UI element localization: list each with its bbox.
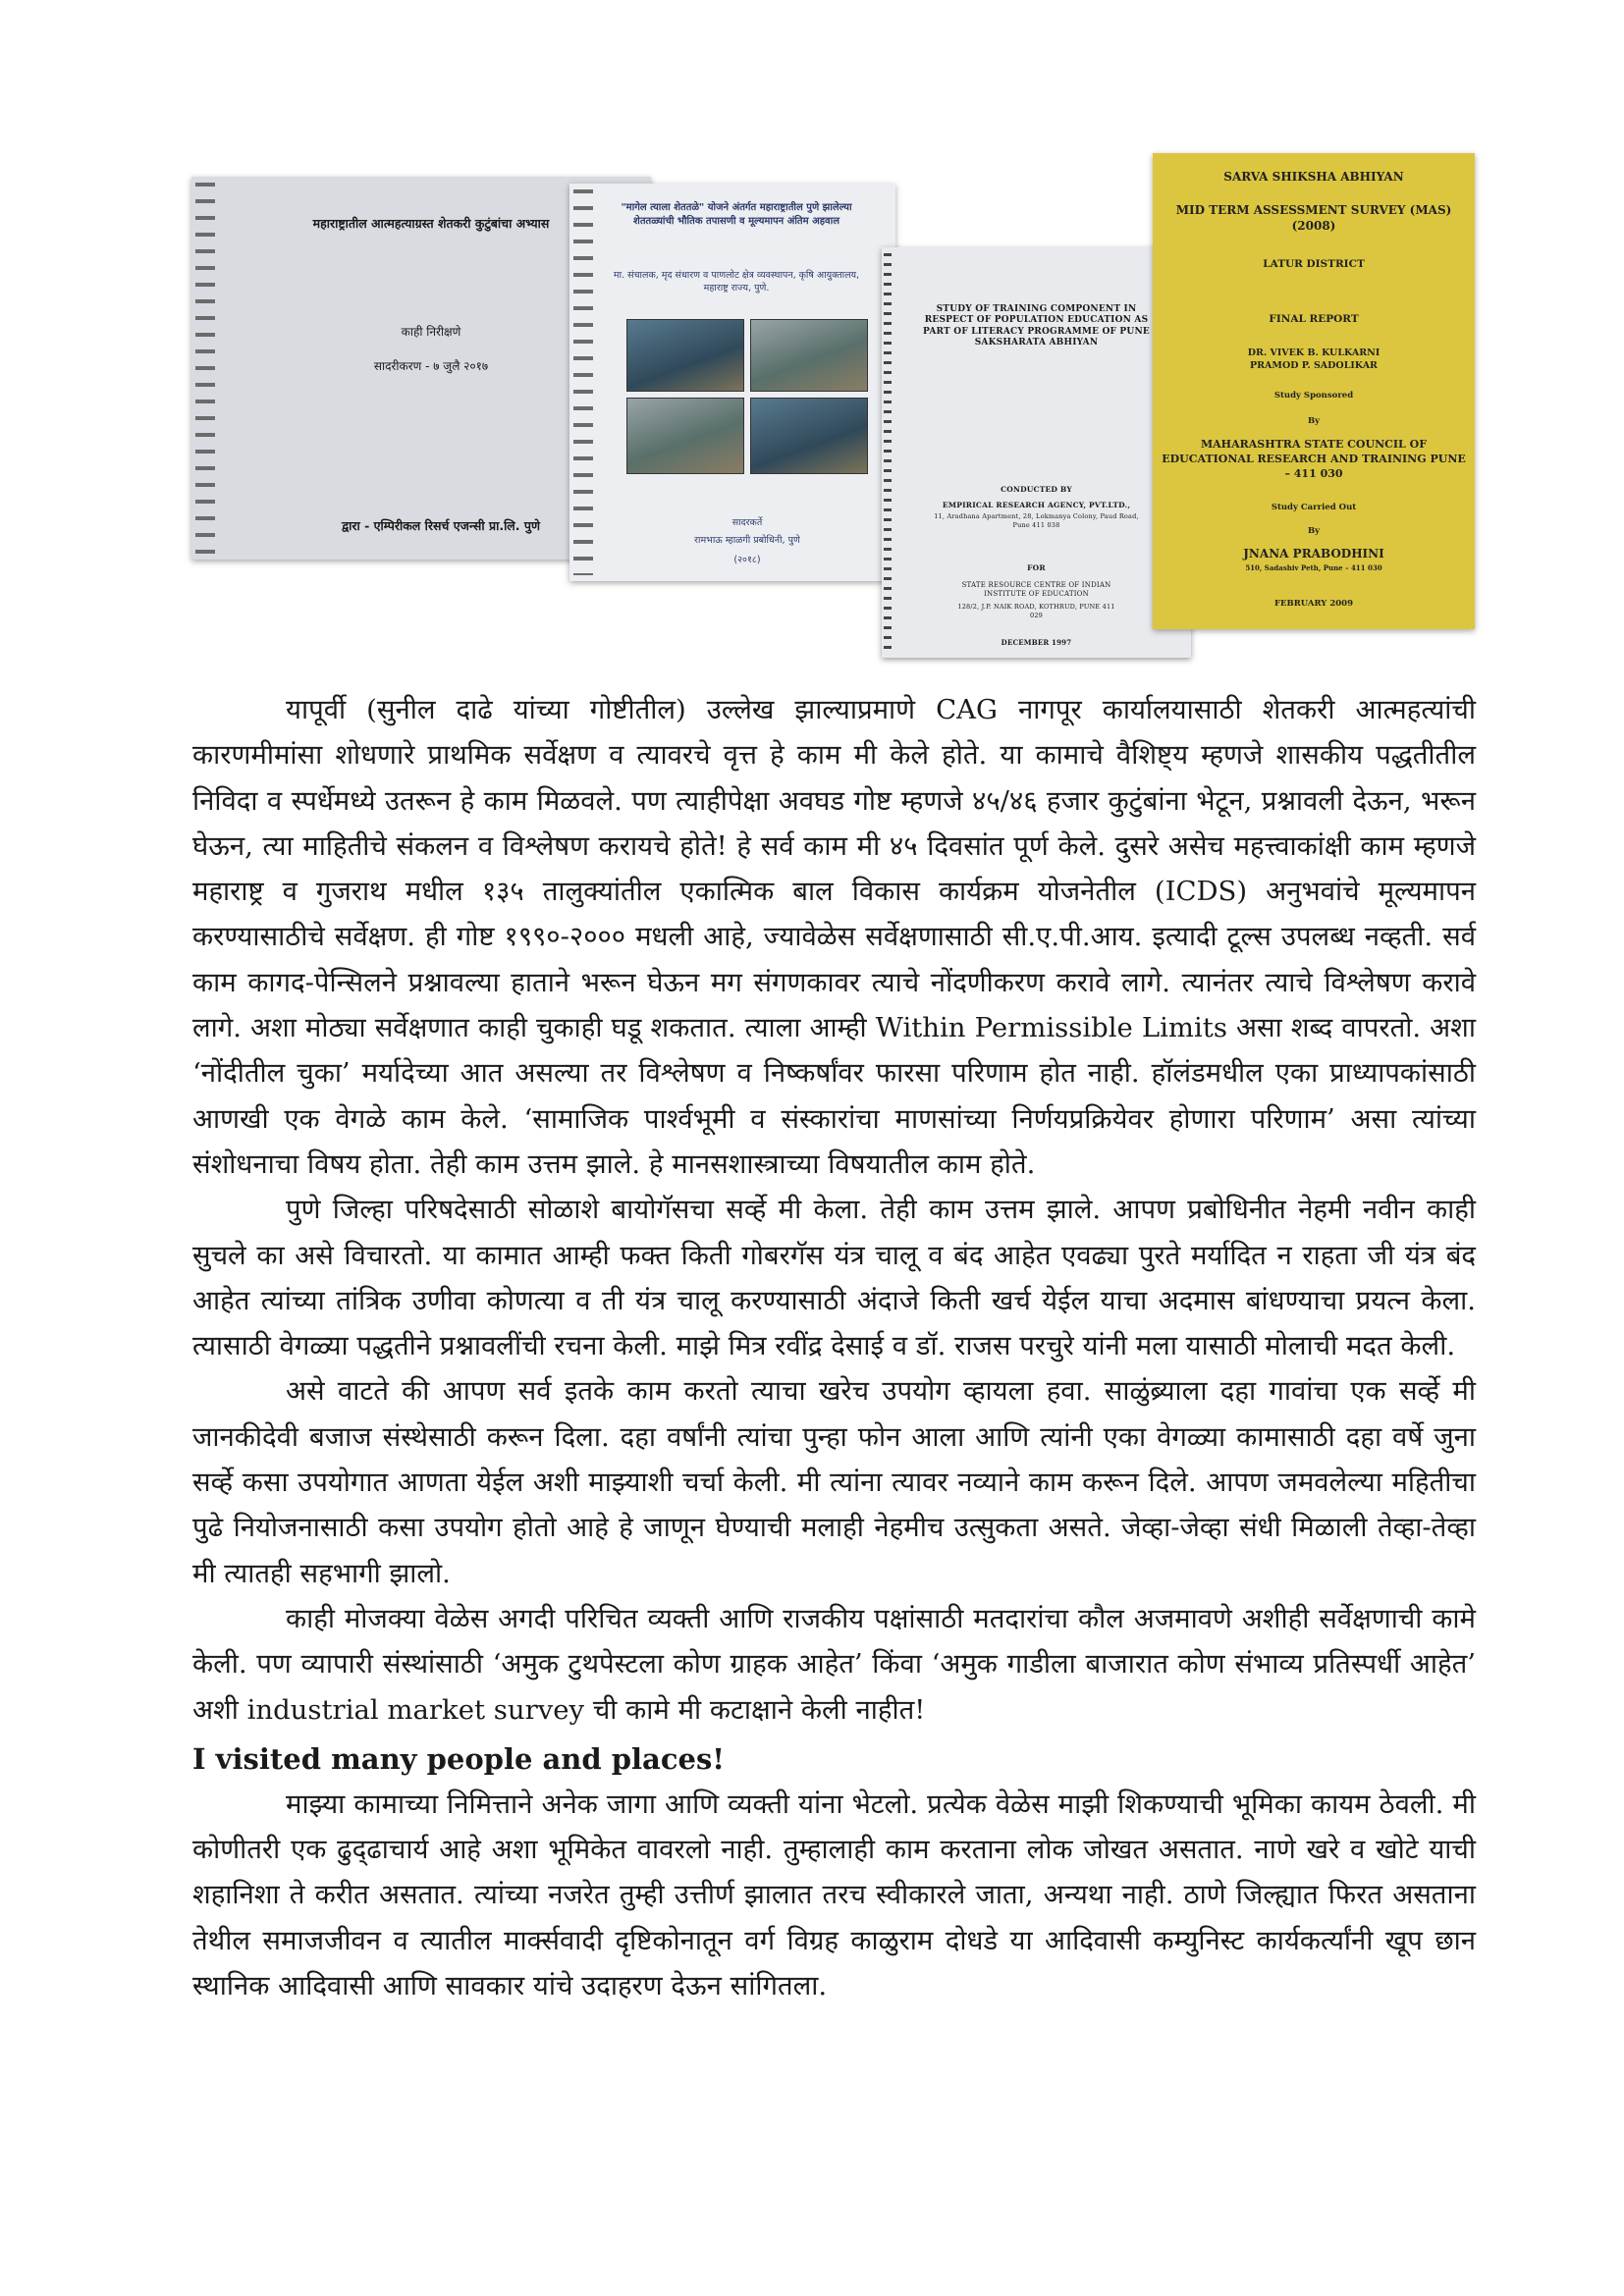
conducted-by-label: CONDUCTED BY [1001, 485, 1072, 494]
report-authors: DR. VIVEK B. KULKARNI PRAMOD P. SADOLIKAR [1247, 347, 1380, 371]
cover-date: FEBRUARY 2009 [1274, 599, 1353, 609]
report-cover-farm-ponds [569, 184, 895, 581]
by-label: By [1307, 416, 1321, 426]
presenter-label: सादरकर्ते [731, 517, 763, 528]
paragraph: यापूर्वी (सुनील दाढे यांच्या गोष्टीतील) उल्लेख झाल्याप्रमाणे CAG नागपूर कार्यालयासाठी शेतकरी आत्महत्यांची कारणमीमांसा शोधणारे प्राथमिक सर्वेक्षण व त्यावरचे वृत्त हे काम मी केले होते. या कामाचे वैशिष्ट्य म्हणजे शासकीय पद्धतीतील निविदा व स्पर्धेमध्ये उतरून हे काम मिळवले. पण त्याहीपेक्षा अवघड गोष्ट म्हणजे ४५/४६ हजार कुटुंबांना भेटून, प्रश्नावली देऊन, भरून घेऊन, त्या माहितीचे संकलन व विश्लेषण करायचे होते! हे सर्व काम मी ४५ दिवसांत पूर्ण केले. दुसरे असेच महत्त्वाकांक्षी काम म्हणजे महाराष्ट्र व गुजराथ मधील १३५ तालुक्यांतील एकात्मिक बाल विकास कार्यक्रम योजनेतील (ICDS) अनुभवांचे मूल्यमापन करण्यासाठीचे सर्वेक्षण. ही गोष्ट १९९०-२००० मधली आहे, ज्यावेळेस सर्वेक्षणासाठी सी.ए.पी.आय. इत्यादी टूल्स उपलब्ध नव्हती. सर्व काम कागद-पेन्सिलने प्रश्नावल्या हाताने भरून घेऊन मग संगणकावर त्याचे नोंदणीकरण करावे लागे. त्यानंतर त्याचे विश्लेषण करावे लागे. अशा मोठ्या सर्वेक्षणात काही चुकाही घडू शकतात. त्याला आम्ही Within Permissible Limits असा शब्द वापरतो. अशा ‘नोंदीतील चुका’ मर्यादेच्या आत असल्या तर विश्लेषण व निष्कर्षांवर फारसा परिणाम होत नाही. हॉलंडमधील एका प्राध्यापकांसाठी आणखी एक वेगळे काम केले. ‘सामाजिक पार्श्वभूमी व संस्कारांचा माणसांच्या निर्णयप्रक्रियेवर होणारा परिणाम’ असा त्यांच्या संशोधनाचा विषय होता. तेही काम उत्तम झाले. हे मानसशास्त्राच्या विषयातील काम होते. [192, 694, 1476, 1180]
pond-photo [626, 319, 744, 392]
client-address: 128/2, J.P. NAIK ROAD, KOTHRUD, PUNE 411 029 [957, 603, 1115, 619]
cover-date: सादरीकरण - ७ जुलै २०१७ [373, 359, 489, 373]
survey-name: MID TERM ASSESSMENT SURVEY (MAS) (2008) [1175, 203, 1452, 234]
agency-address: 11, Aradhana Apartment, 28, Lokmanya Colony, Paud Road, Pune 411 038 [934, 512, 1139, 529]
cover-subtitle: काही निरीक्षणे [401, 325, 461, 339]
for-label: FOR [1027, 563, 1046, 572]
organisation-name: JNANA PRABODHINI [1243, 547, 1384, 561]
carried-out-label: Study Carried Out [1271, 503, 1357, 512]
cover-title: महाराष्ट्रातील आत्महत्याग्रस्त शेतकरी कुटुंबांचा अभ्यास [312, 216, 550, 231]
district-name: LATUR DISTRICT [1263, 258, 1365, 270]
sponsored-label: Study Sponsored [1273, 391, 1354, 400]
agency-name: EMPIRICAL RESEARCH AGENCY, PVT.LTD., [942, 501, 1131, 509]
presenter-name: रामभाऊ म्हाळगी प्रबोधिनी, पुणे [694, 535, 800, 546]
client-name: STATE RESOURCE CENTRE OF INDIAN INSTITUTE OF EDUCATION [961, 581, 1111, 599]
section-heading: I visited many people and places! [192, 1741, 726, 1776]
cover-footer: द्वारा - एम्पिरीकल रिसर्च एजन्सी प्रा.लि. पुणे [341, 518, 541, 533]
paragraph: माझ्या कामाच्या निमित्ताने अनेक जागा आणि व्यक्ती यांना भेटलो. प्रत्येक वेळेस माझी शिकण्याची भूमिका कायम ठेवली. मी कोणीतरी एक ढुद्ढाचार्य आहे अशा भूमिकेत वावरलो नाही. तुम्हालाही काम करताना लोक जोखत असतात. नाणे खरे व खोटे याची शहानिशा ते करीत असतात. त्यांच्या नजरेत तुम्ही उत्तीर्ण झालात तरच स्वीकारले जाता, अन्यथा नाही. ठाणे जिल्ह्यात फिरत असताना तेथील समाजजीवन व त्यातील मार्क्सवादी दृष्टिकोनातून वर्ग विग्रह काळुराम दोधडे या आदिवासी कम्युनिस्ट कार्यकर्त्यांनी खूप छान स्थानिक आदिवासी आणि सावकार यांचे उदाहरण देऊन सांगितला. [192, 1788, 1476, 2002]
paragraph: काही मोजक्या वेळेस अगदी परिचित व्यक्ती आणि राजकीय पक्षांसाठी मतदारांचा कौल अजमावणे अशीही सर्वेक्षणाची कामे केली. पण व्यापारी संस्थांसाठी ‘अमुक टुथपेस्टला कोण ग्राहक आहेत’ किंवा ‘अमुक गाडीला बाजारात कोण संभाव्य प्रतिस्पर्धी आहेत’ अशी industrial market survey ची कामे मी कटाक्षाने केली नाहीत! [192, 1602, 1476, 1726]
by-label: By [1307, 526, 1321, 536]
cover-subtitle: मा. संचालक, मृद संधारण व पाणलोट क्षेत्र व्यवस्थापन, कृषि आयुक्तालय, महाराष्ट्र राज्य, पुणे. [613, 270, 860, 294]
report-type: FINAL REPORT [1269, 313, 1359, 325]
organisation-address: 510, Sadashiv Peth, Pune – 411 030 [1245, 563, 1382, 572]
cover-year: (२०१८) [733, 555, 761, 565]
pond-lining-photo [750, 398, 868, 474]
paragraph: असे वाटते की आपण सर्व इतके काम करतो त्याचा खरेच उपयोग व्हायला हवा. साळुंब्र्याला दहा गावांचा एक सर्व्हे मी जानकीदेवी बजाज संस्थेसाठी करून दिला. दहा वर्षांनी त्यांचा पुन्हा फोन आला आणि त्यांनी एका वेगळ्या कामासाठी दहा वर्षे जुना सर्व्हे कसा उपयोगात आणता येईल अशी माझ्याशी चर्चा केली. मी त्यांना त्यावर नव्याने काम करून दिले. आपण जमवलेल्या महितीचा पुढे नियोजनासाठी कसा उपयोग होतो आहे हे जाणून घेण्याची मलाही नेहमीच उत्सुकता असते. जेव्हा-जेव्हा संधी मिळाली तेव्हा-तेव्हा मी त्यातही सहभागी झालो. [192, 1375, 1476, 1589]
report-cover-population-education [882, 247, 1191, 658]
cover-title: STUDY OF TRAINING COMPONENT IN RESPECT OF POPULATION EDUCATION AS PART OF LITERACY PROGRAMME OF PUNE SAKSHARATA ABHIYAN [923, 304, 1150, 347]
report-cover-sarva-shiksha [1153, 153, 1475, 629]
farmer-photo [626, 398, 744, 474]
cover-title: SARVA SHIKSHA ABHIYAN [1223, 170, 1404, 184]
article-body [192, 687, 1476, 2008]
sponsor-name: MAHARASHTRA STATE COUNCIL OF EDUCATIONAL RESEARCH AND TRAINING PUNE – 411 030 [1162, 438, 1466, 480]
people-photo [750, 319, 868, 392]
cover-title: "मागेल त्याला शेततळे" योजने अंतर्गत महाराष्ट्रातील पुणे झालेल्या शेततळ्यांची भौतिक तपासणी व मूल्यमापन अंतिम अहवाल [621, 202, 852, 227]
cover-date: DECEMBER 1997 [1001, 638, 1072, 647]
paragraph: पुणे जिल्हा परिषदेसाठी सोळाशे बायोगॅसचा सर्व्हे मी केला. तेही काम उत्तम झाले. आपण प्रबोधिनीत नेहमी नवीन काही सुचले का असे विचारतो. या कामात आम्ही फक्त किती गोबरगॅस यंत्र चालू व बंद आहेत एवढ्या पुरते मर्यादित न राहता जी यंत्र बंद आहेत त्यांच्या तांत्रिक उणीवा कोणत्या व ती यंत्र चालू करण्यासाठी अंदाजे किती खर्च येईल याचा अदमास बांधण्याचा प्रयत्न केला. त्यासाठी वेगळ्या पद्धतीने प्रश्नावलींची रचना केली. माझे मित्र रवींद्र देसाई व डॉ. राजस परचुरे यांनी मला यासाठी मोलाची मदत केली. [192, 1194, 1476, 1362]
